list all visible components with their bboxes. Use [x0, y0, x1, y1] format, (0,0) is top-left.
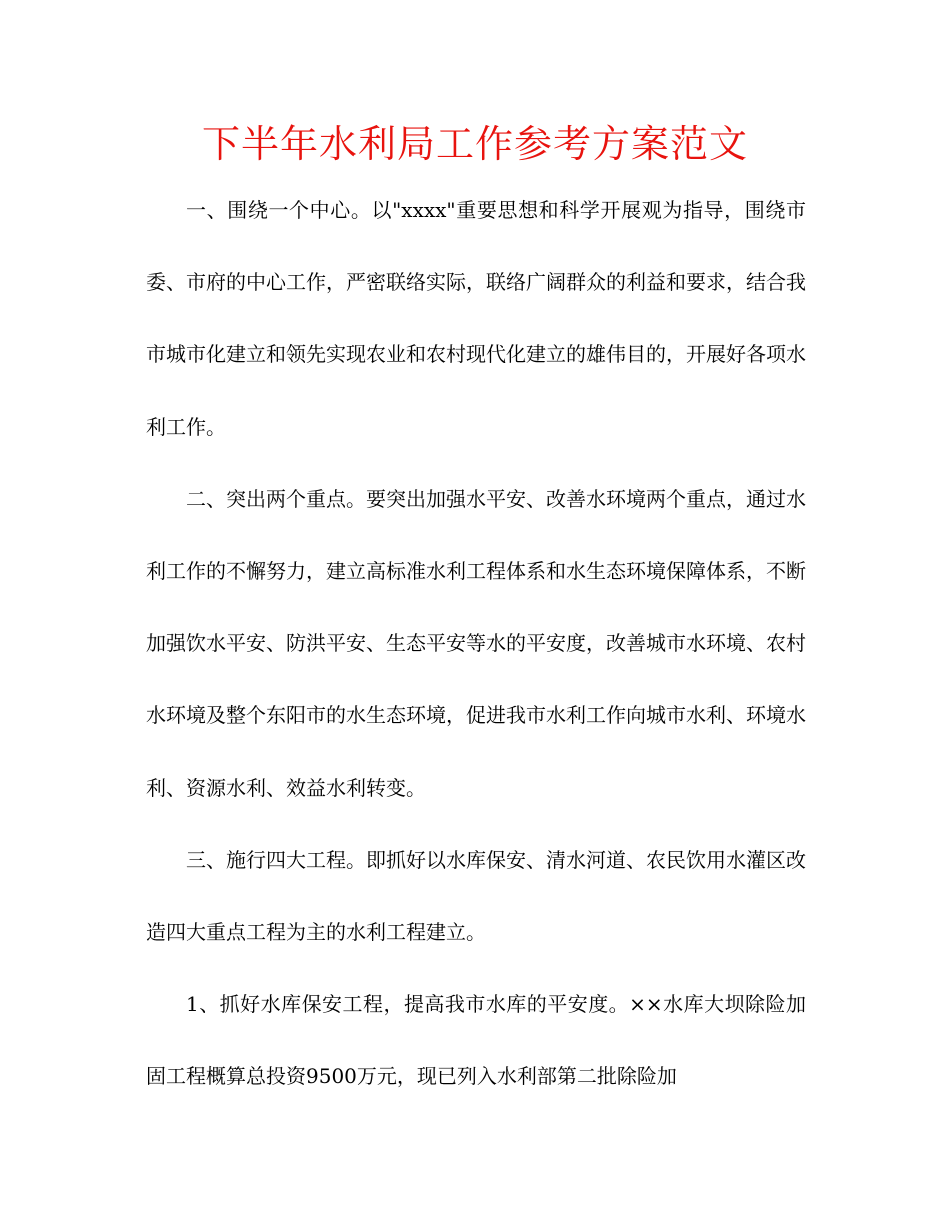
paragraph-2: 二、突出两个重点。要突出加强水平安、改善水环境两个重点，通过水利工作的不懈努力，建立高标准水利工程体系和水生态环境保障体系，不断加强饮水平安、防洪平安、生态平安等水的平安度，改善城市水环境、农村水环境及整个东阳市的水生态环境，促进我市水利工作向城市水利、环境水利、资源水利、效益水利转变。 — [146, 486, 806, 800]
paragraph-3: 三、施行四大工程。即抓好以水库保安、清水河道、农民饮用水灌区改造四大重点工程为主的水利工程建立。 — [146, 847, 806, 945]
paragraph-1: 一、围绕一个中心。以"xxxx"重要思想和科学开展观为指导，围绕市委、市府的中心工作，严密联络实际，联络广阔群众的利益和要求，结合我市城市化建立和领先实现农业和农村现代化建立的雄伟目的，开展好各项水利工作。 — [146, 198, 806, 439]
paragraph-4: 1、抓好水库保安工程，提高我市水库的平安度。××水库大坝除险加固工程概算总投资9500万元，现已列入水利部第二批除险加 — [146, 992, 806, 1089]
document-title: 下半年水利局工作参考方案范文 — [201, 122, 748, 166]
document-body — [146, 174, 806, 1113]
